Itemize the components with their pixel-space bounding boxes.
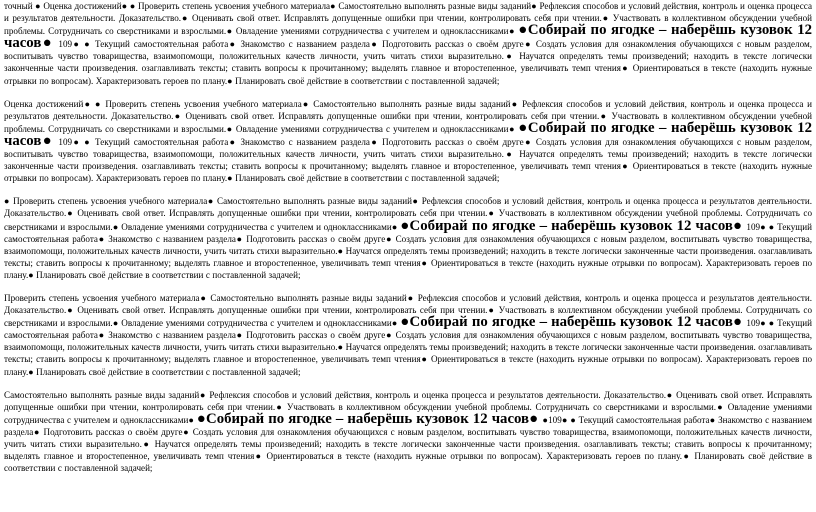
paragraph-4 [4, 292, 812, 378]
paragraph-2-text-b: 109● ● Текущий самостоятельная работа● Знакомство с названием раздела● Подготовить рассказ о своём друге● Создать условия для ознакомления обучающихся с новым разделом, воспитывать чувство товарищества, взаимопомощи, положительных качеств личности, учить читать стихи выразительно.● Научатся определять темы произведений; находить в тексте логически законченные части произведения. озаглавливать тексты; ставить вопросы к прочитанному; выделять главное и второстепенное, увеличивать темп чтения● Ориентироваться в тексте (находить нужные отрывки по вопросам). Характеризовать героев по плану.● Планировать своё действие в соответствии с поставленной задачей; [4, 136, 812, 184]
paragraph-4-heading: ●Собирай по ягодке – наберёшь кузовок 12 часов● [400, 314, 747, 331]
paragraph-1-text-b: 109● ● Текущий самостоятельная работа● Знакомство с названием раздела● Подготовить рассказ о своём друге● Создать условия для ознакомления обучающихся с новым разделом, воспитывать чувство товарищества, взаимопомощи, положительных качеств личности, учить читать стихи выразительно.● Научатся определять темы произведений; находить в тексте логически законченные части произведения. озаглавливать тексты; ставить вопросы к прочитанному; выделять главное и второстепенное, увеличивать темп чтения● Ориентироваться в тексте (находить нужные отрывки по вопросам). Характеризовать героев по плану.● Планировать своё действие в соответствии с поставленной задачей; [4, 39, 812, 86]
paragraph-4-text-b: 109● ● Текущий самостоятельная работа● Знакомство с названием раздела● Подготовить рассказ о своём друге● Создать условия для ознакомления обучающихся с новым разделом, воспитывать чувство товарищества, взаимопомощи, положительных качеств личности, учить читать стихи выразительно.● Научатся определять темы произведений; находить в тексте логически законченные части произведения. озаглавливать тексты; ставить вопросы к прочитанному; выделять главное и второстепенное, увеличивать темп чтения● Ориентироваться в тексте (находить нужные отрывки по вопросам). Характеризовать героев по плану.● Планировать своё действие в соответствии с поставленной задачей; [4, 318, 812, 377]
paragraph-3 [4, 195, 812, 281]
paragraph-1-heading: ●Собирай по ягодке – наберёшь кузовок 12 часов● [4, 22, 812, 52]
paragraph-3-text-a: ● Проверить степень усвоения учебного материала● Самостоятельно выполнять разные виды заданий● Рефлексия способов и условий действия, контроль и оценка процесса и результатов деятельности. Доказательство.● Оценивать свой ответ. Исправлять допущенные ошибки при чтении, контролировать себя при чтении.● Участвовать в коллективном обсуждении учебной проблемы. Сотрудничать со сверстниками и взрослыми.● Овладение умениями сотрудничества с учителем и одноклассниками● [4, 196, 812, 232]
paragraph-4-text-a: Проверить степень усвоения учебного материала● Самостоятельно выполнять разные виды заданий● Рефлексия способов и условий действия, контроль и оценка процесса и результатов деятельности. Доказательство.● Оценивать свой ответ. Исправлять допущенные ошибки при чтении, контролировать себя при чтении.● Участвовать в коллективном обсуждении учебной проблемы. Сотрудничать со сверстниками и взрослыми.● Овладение умениями сотрудничества с учителем и одноклассниками● [4, 292, 812, 329]
paragraph-2 [4, 98, 812, 185]
paragraph-2-heading: ●Собирай по ягодке – наберёшь кузовок 12 часов● [4, 119, 812, 149]
paragraph-5-heading: ●Собирай по ягодке – наберёшь кузовок 12 часов● [196, 410, 543, 427]
paragraph-5 [4, 389, 812, 475]
paragraph-3-text-b: 109● ● Текущий самостоятельная работа● Знакомство с названием раздела● Подготовить рассказ о своём друге● Создать условия для ознакомления обучающихся с новым разделом, воспитывать чувство товарищества, взаимопомощи, положительных качеств личности, учить читать стихи выразительно.● Научатся определять темы произведений; находить в тексте логически законченные части произведения. озаглавливать тексты; ставить вопросы к прочитанному; выделять главное и второстепенное, увеличивать темп чтения● Ориентироваться в тексте (находить нужные отрывки по вопросам). Характеризовать героев по плану.● Планировать своё действие в соответствии с поставленной задачей; [4, 221, 812, 280]
paragraph-5-text-b: ●109● ● Текущий самостоятельная работа● Знакомство с названием раздела● Подготовить рассказ о своём друге● Создать условия для ознакомления обучающихся с новым разделом, воспитывать чувство товарищества, взаимопомощи, положительных качеств личности, учить читать стихи выразительно.● Научатся определять темы произведений; находить в тексте логически законченные части произведения. озаглавливать тексты; ставить вопросы к прочитанному; выделять главное и второстепенное, увеличивать темп чтения● Ориентироваться в тексте (находить нужные отрывки по вопросам). Характеризовать героев по плану.● Планировать своё действие в соответствии с поставленной задачей; [4, 414, 812, 474]
paragraph-1 [4, 0, 812, 87]
paragraph-5-text-a: Самостоятельно выполнять разные виды заданий● Рефлексия способов и условий действия, контроль и оценка процесса и результатов деятельности. Доказательство.● Оценивать свой ответ. Исправлять допущенные ошибки при чтении, контролировать себя при чтении.● Участвовать в коллективном обсуждении учебной проблемы. Сотрудничать со сверстниками и взрослыми.● Овладение умениями сотрудничества с учителем и одноклассниками● [4, 389, 812, 425]
paragraph-3-heading: ●Собирай по ягодке – наберёшь кузовок 12 часов● [400, 217, 747, 234]
paragraph-1-text-a: точный ● Оценка достижений● ● Проверить степень усвоения учебного материала● Самостоятельно выполнять разные виды заданий● Рефлексия способов и условий действия, контроль и оценка процесса и результатов деятельности. Доказательство.● Оценивать свой ответ. Исправлять допущенные ошибки при чтении, контролировать себя при чтении.● Участвовать в коллективном обсуждении учебной проблемы. Сотрудничать со сверстниками и взрослыми.● Овладение умениями сотрудничества с учителем и одноклассниками● [4, 1, 812, 37]
paragraph-2-text-a: Оценка достижений● ● Проверить степень усвоения учебного материала● Самостоятельно выполнять разные виды заданий● Рефлексия способов и условий действия, контроль и оценка процесса и результатов деятельности. Доказательство.● Оценивать свой ответ. Исправлять допущенные ошибки при чтении, контролировать себя при чтении.● Участвовать в коллективном обсуждении учебной проблемы. Сотрудничать со сверстниками и взрослыми.● Овладение умениями сотрудничества с учителем и одноклассниками● [4, 98, 812, 134]
